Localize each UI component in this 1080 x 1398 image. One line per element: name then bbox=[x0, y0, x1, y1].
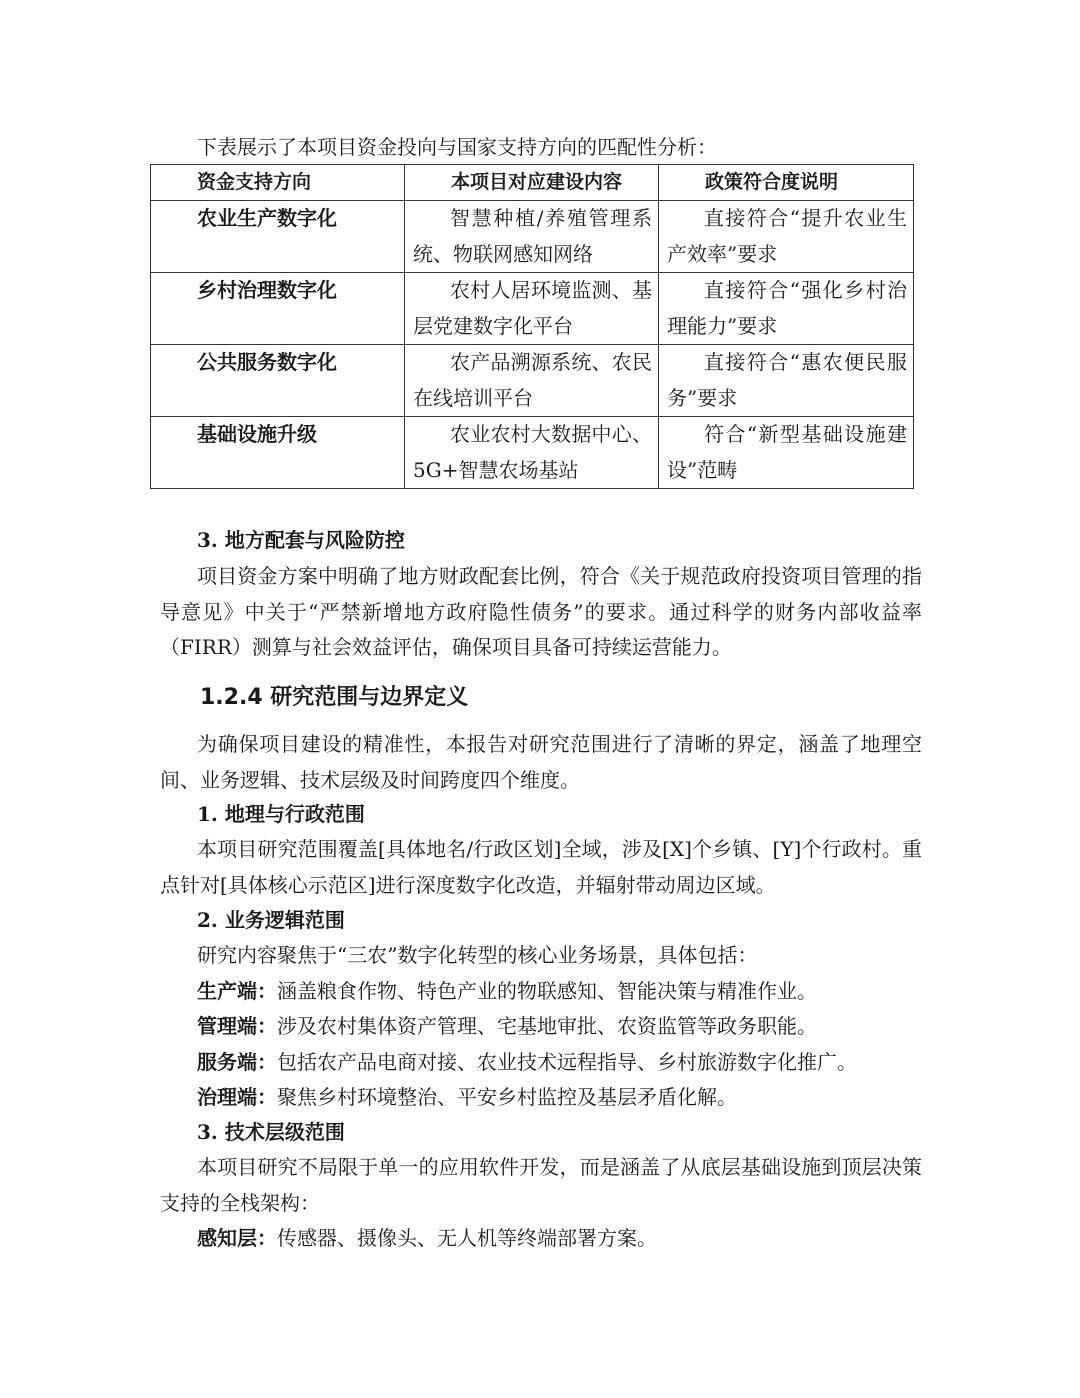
list-item-label: 服务端： bbox=[197, 1050, 277, 1074]
list-item-label: 感知层： bbox=[197, 1226, 277, 1250]
table-cell: 农业农村大数据中心、5G+智慧农场基站 bbox=[405, 417, 659, 489]
table-header-row bbox=[151, 165, 914, 201]
table-row bbox=[151, 273, 914, 345]
table-cell: 智慧种植/养殖管理系统、物联网感知网络 bbox=[405, 201, 659, 273]
list-item-text: 涉及农村集体资产管理、宅基地审批、农资监管等政务职能。 bbox=[277, 1014, 817, 1038]
table-row bbox=[151, 201, 914, 273]
funding-match-table bbox=[150, 164, 914, 489]
list-item bbox=[197, 1080, 737, 1115]
heading-1-2-4: 1.2.4 研究范围与边界定义 bbox=[200, 685, 469, 710]
table-cell: 农村人居环境监测、基层党建数字化平台 bbox=[405, 273, 659, 345]
table-cell: 符合“新型基础设施建设”范畴 bbox=[659, 417, 914, 489]
table-cell: 公共服务数字化 bbox=[151, 345, 405, 417]
table-cell: 农产品溯源系统、农民在线培训平台 bbox=[405, 345, 659, 417]
list-item-label: 生产端： bbox=[197, 979, 277, 1003]
list-item-text: 包括农产品电商对接、农业技术远程指导、乡村旅游数字化推广。 bbox=[277, 1050, 857, 1074]
list-item bbox=[197, 1045, 857, 1080]
table-row bbox=[151, 345, 914, 417]
list-item-text: 涵盖粮食作物、特色产业的物联感知、智能决策与精准作业。 bbox=[277, 979, 817, 1003]
scope-2-title: 2. 业务逻辑范围 bbox=[197, 908, 345, 932]
scope-intro: 为确保项目建设的精准性，本报告对研究范围进行了清晰的界定，涵盖了地理空间、业务逻辑、技术层级及时间跨度四个维度。 bbox=[160, 732, 922, 792]
table-cell: 直接符合“提升农业生产效率”要求 bbox=[659, 201, 914, 273]
list-item bbox=[197, 1221, 657, 1256]
table-header-cell: 本项目对应建设内容 bbox=[405, 165, 659, 201]
list-item-label: 治理端： bbox=[197, 1085, 277, 1109]
list-item-label: 管理端： bbox=[197, 1014, 277, 1038]
list-item bbox=[197, 974, 817, 1009]
table-cell: 基础设施升级 bbox=[151, 417, 405, 489]
scope-3-body: 本项目研究不局限于单一的应用软件开发，而是涵盖了从底层基础设施到顶层决策支持的全栈架构： bbox=[160, 1155, 922, 1215]
table-row bbox=[151, 417, 914, 489]
table-cell: 乡村治理数字化 bbox=[151, 273, 405, 345]
scope-3-title: 3. 技术层级范围 bbox=[197, 1120, 345, 1144]
table-cell: 直接符合“强化乡村治理能力”要求 bbox=[659, 273, 914, 345]
table-intro: 下表展示了本项目资金投向与国家支持方向的匹配性分析： bbox=[197, 135, 717, 159]
list-item bbox=[197, 1009, 817, 1044]
list-item-text: 聚焦乡村环境整治、平安乡村监控及基层矛盾化解。 bbox=[277, 1085, 737, 1109]
scope-1-title: 1. 地理与行政范围 bbox=[197, 802, 365, 826]
list-item-text: 传感器、摄像头、无人机等终端部署方案。 bbox=[277, 1226, 657, 1250]
table-header-cell: 政策符合度说明 bbox=[659, 165, 914, 201]
table-cell: 直接符合“惠农便民服务”要求 bbox=[659, 345, 914, 417]
table-header-cell: 资金支持方向 bbox=[151, 165, 405, 201]
scope-2-body: 研究内容聚焦于“三农”数字化转型的核心业务场景，具体包括： bbox=[197, 943, 758, 967]
table-cell: 农业生产数字化 bbox=[151, 201, 405, 273]
section-3-title: 3. 地方配套与风险防控 bbox=[197, 528, 405, 552]
scope-1-body: 本项目研究范围覆盖[具体地名/行政区划]全域，涉及[X]个乡镇、[Y]个行政村。重点针对[具体核心示范区]进行深度数字化改造，并辐射带动周边区域。 bbox=[160, 837, 922, 897]
section-3-body: 项目资金方案中明确了地方财政配套比例，符合《关于规范政府投资项目管理的指导意见》中关于“严禁新增地方政府隐性债务”的要求。通过科学的财务内部收益率（FIRR）测算与社会效益评估，确保项目具备可持续运营能力。 bbox=[160, 564, 922, 659]
